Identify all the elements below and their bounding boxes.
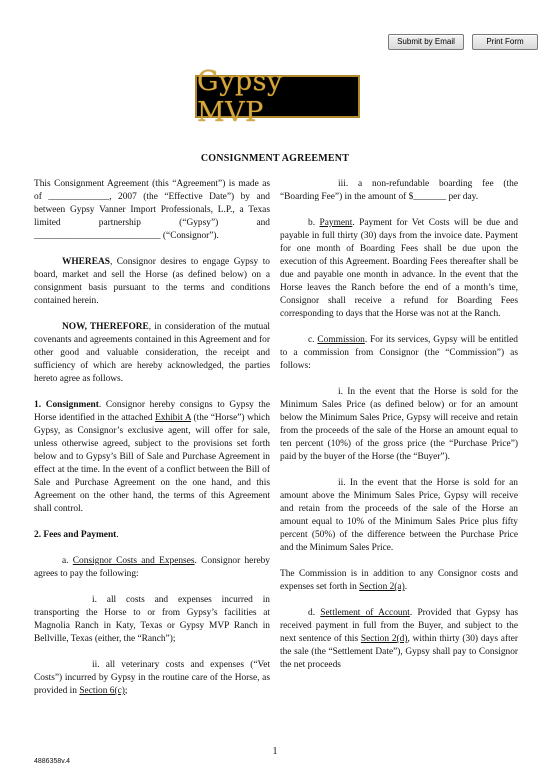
section-2d-settlement [280, 607, 518, 672]
form-toolbar [388, 34, 538, 50]
section-2a-lead: a. [62, 556, 73, 566]
section-2c-lead: c. [308, 335, 318, 345]
section-2-heading-end: . [116, 530, 119, 540]
whereas-paragraph [34, 256, 270, 308]
page-number: 1 [272, 746, 278, 757]
now-therefore-paragraph [34, 321, 270, 386]
submit-by-email-button[interactable]: Submit by Email [388, 34, 464, 50]
section-2d-heading: Settlement of Account [320, 608, 410, 618]
gypsy-mvp-logo [195, 65, 360, 128]
section-2d-lead: d. [308, 608, 321, 618]
right-column [280, 178, 518, 672]
item-iii-boarding-fee: iii. a non-refundable boarding fee (the “Boarding Fee”) in the amount of $_______ per day. [280, 179, 518, 202]
section-2a-reference: Section 2(a) [359, 582, 405, 592]
section-2d-text-a: . Provided that Gypsy has received payment in full from the Buyer, and subject to the next sentence of this [280, 608, 519, 644]
logo-text: Gypsy MVP [197, 65, 283, 128]
section-2c-text: . For its services, Gypsy will be entitled to a commission from Consignor (the “Commission”) as follows: [280, 335, 518, 371]
document-title: CONSIGNMENT AGREEMENT [200, 153, 350, 164]
intro-paragraph: This Consignment Agreement (this “Agreement”) is made as of _____________, 2007 (the “Effective Date”) by and between Gypsy Vanner Import Professionals, L.P., a Texas limited partnership (“Gypsy”) and ___________________________ (“Consignor”). [34, 179, 270, 241]
now-therefore-text: , in consideration of the mutual covenants and agreements contained in this Agreement and for other good and valuable consideration, the receipt and sufficiency of which are hereby acknowledged, the parties hereto agree as follows. [34, 322, 270, 384]
section-2a-text: . Consignor hereby agrees to pay the following: [34, 556, 270, 579]
section-2c-heading: Commission [317, 335, 365, 345]
commission-note-text-a: The Commission is in addition to any Consignor costs and expenses set forth in [280, 569, 518, 592]
section-2-heading-paragraph [34, 529, 270, 542]
section-1-text-a: . Consignor hereby consigns to Gypsy the Horse identified in the attached [34, 400, 270, 423]
section-2d-reference: Section 2(d) [360, 634, 408, 644]
section-6c-reference: Section 6(c) [79, 686, 125, 696]
whereas-text: , Consignor desires to engage Gypsy to board, market and sell the Horse (as defined below) on a consignment basis pursuant to the terms and conditions contained herein. [34, 257, 270, 306]
section-2a-heading: Consignor Costs and Expenses [72, 556, 195, 566]
section-2b-text: . Payment for Vet Costs will be due and payable in full thirty (30) days from the invoice date. Payment for one month of Boarding Fees shall be due upon the execution of this Agreement. Boarding Fees thereafter shall be due and payable one month in advance. In the event that the Horse leaves the Ranch before the end of a month’s time, Consignor shall receive a refund for Boarding Fees corresponding to days that the Horse was not at the Ranch. [280, 218, 519, 319]
item-ii-vet-costs [34, 659, 270, 698]
item-ii-text-b: ; [124, 686, 128, 696]
section-1-consignment [34, 399, 270, 516]
commission-note [280, 568, 518, 594]
whereas-heading: WHEREAS [62, 257, 110, 267]
commission-item-ii: ii. In the event that the Horse is sold for an amount above the Minimum Sales Price, Gypsy will receive and retain from the proceeds of the sale of the Horse an amount equal to 10% of the Minimum Sales Price plus fifty percent (50%) of the difference between the Purchase Price and the Minimum Sales Price. [280, 478, 518, 553]
exhibit-a-reference: Exhibit A [155, 413, 191, 423]
section-2d-text-b: , within thirty (30) days after the sale (the “Settlement Date”), Gypsy shall pay to Consignor the net proceeds [280, 634, 518, 670]
item-i-transport-costs: i. all costs and expenses incurred in transporting the Horse to or from Gypsy’s facilities at Magnolia Ranch in Katy, Texas or Gypsy MVP Ranch in Bellville, Texas (either, the “Ranch”); [34, 595, 270, 644]
section-2b-heading: Payment [319, 218, 353, 228]
section-1-text-b: (the “Horse”) which Gypsy, as Consignor’s exclusive agent, will offer for sale, unless otherwise agreed, subject to the provisions set forth below and to Gypsy’s Bill of Sale and Purchase Agreement in effect at the time. In the event of a conflict between the Bill of Sale and Purchase Agreement on the one hand, and this Agreement on the other hand, the terms of this Agreement shall control. [34, 413, 270, 514]
section-2a-paragraph [34, 555, 270, 581]
section-2b-lead: b. [308, 218, 320, 228]
section-2c-commission [280, 334, 518, 373]
item-ii-text-a: ii. all veterinary costs and expenses (“Vet Costs”) incurred by Gypsy in the routine care of the Horse, as provided in [34, 660, 270, 696]
print-form-button[interactable]: Print Form [472, 34, 538, 50]
now-therefore-heading: NOW, THEREFORE [62, 322, 149, 332]
left-column [34, 178, 270, 698]
document-id: 4886358v.4 [34, 758, 71, 765]
section-2b-payment [280, 217, 518, 321]
commission-note-text-b: . [404, 582, 408, 592]
commission-item-i: i. In the event that the Horse is sold for the Minimum Sales Price (as defined below) or for an amount below the Minimum Sales Price, Gypsy will receive and retain from the proceeds of the sale of the Horse an amount equal to ten percent (10%) of the gross price (the “Purchase Price”) paid by the buyer of the Horse (the “Buyer”). [280, 387, 518, 462]
section-2-heading: 2. Fees and Payment [34, 530, 117, 540]
section-1-heading: 1. Consignment [34, 400, 99, 410]
